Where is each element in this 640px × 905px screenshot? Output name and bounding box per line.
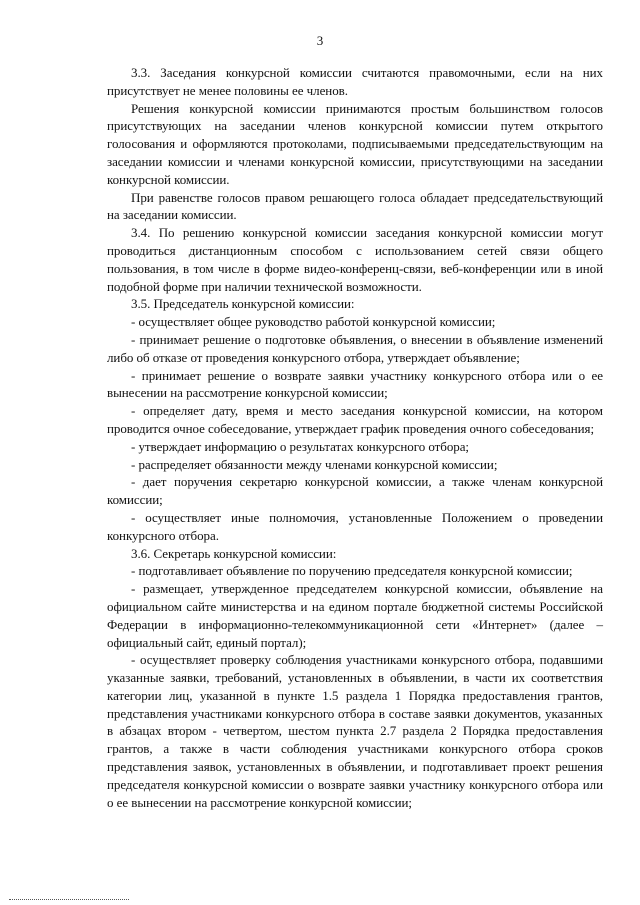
secretary-duty-verify: - осуществляет проверку соблюдения участниками конкурсного отбора, подавшими указанные заявки, требований, установленных в объявлении, в части их соответствия категории лиц, указанной в пункте 1.5 раздела 1 Порядка предоставления грантов, представления участниками конкурсного отбора в составе заявки документов, указанных в абзацах втором - четвертом, шестом пункта 2.7 раздела 2 Порядка предоставления грантов, а также в части соблюдения участниками конкурсного отбора сроков представления заявок, установленных в объявлении, и подготавливает проект решения председателя конкурсной комиссии о возврате заявки участнику конкурсного отбора или о ее вынесении на рассмотрение конкурсной комиссии;	[107, 652, 603, 810]
chairman-duty-meeting-date: - определяет дату, время и место заседания конкурсной комиссии, на котором проводится очное собеседование, утверждает график проведения очного собеседования;	[107, 403, 603, 436]
chairman-duty-distribute: - распределяет обязанности между членами конкурсной комиссии;	[131, 456, 498, 472]
secretary-duty-publish: - размещает, утвержденное председателем конкурсной комиссии, объявление на официальном сайте министерства и на едином портале бюджетной системы Российской Федерации в информационно-телекоммуникационной сети «Интернет» (далее – официальный сайт, единый портал);	[107, 581, 603, 650]
chairman-duty-other: - осуществляет иные полномочия, установленные Положением о проведении конкурсного отбора.	[107, 509, 603, 543]
chairman-duty-approve-results: - утверждает информацию о результатах конкурсного отбора;	[131, 438, 469, 454]
paragraph-3-6-heading: 3.6. Секретарь конкурсной комиссии:	[131, 545, 337, 561]
page-number: 3	[316, 33, 324, 48]
chairman-duty-instructions: - дает поручения секретарю конкурсной комиссии, а также членам конкурсной комиссии;	[107, 474, 603, 508]
paragraph-equal-votes: При равенстве голосов правом решающего голоса обладает председательствующий на заседании комиссии.	[107, 189, 603, 223]
secretary-duty-prepare: - подготавливает объявление по поручению председателя конкурсной комиссии;	[131, 563, 573, 579]
document-body	[107, 64, 603, 811]
chairman-duty-announcement: - принимает решение о подготовке объявления, о внесении в объявление изменений либо об отказе от проведения конкурсного отбора, утверждает объявление;	[107, 331, 603, 365]
paragraph-decisions: Решения конкурсной комиссии принимаются простым большинством голосов присутствующих на заседании членов конкурсной комиссии путем открытого голосования и оформляются протоколами, подписываемыми председательствующим на заседании комиссии и членами конкурсной комиссии, присутствующими на заседании конкурсной комиссии.	[107, 100, 603, 187]
paragraph-3-5-heading: 3.5. Председатель конкурсной комиссии:	[131, 296, 355, 312]
chairman-duty-general-management: - осуществляет общее руководство работой конкурсной комиссии;	[131, 314, 496, 330]
paragraph-3-4: 3.4. По решению конкурсной комиссии заседания конкурсной комиссии могут проводиться дистанционным способом с использованием сетей связи общего пользования, в том числе в форме видео-конференц-связи, веб-конференции или в иной подобной форме при наличии технической возможности.	[107, 225, 603, 294]
chairman-duty-return-application: - принимает решение о возврате заявки участнику конкурсного отбора или о ее вынесении на рассмотрение конкурсной комиссии;	[107, 367, 603, 401]
paragraph-3-3: 3.3. Заседания конкурсной комиссии считаются правомочными, если на них присутствует не менее половины ее членов.	[107, 65, 603, 98]
footer-divider	[9, 899, 129, 900]
